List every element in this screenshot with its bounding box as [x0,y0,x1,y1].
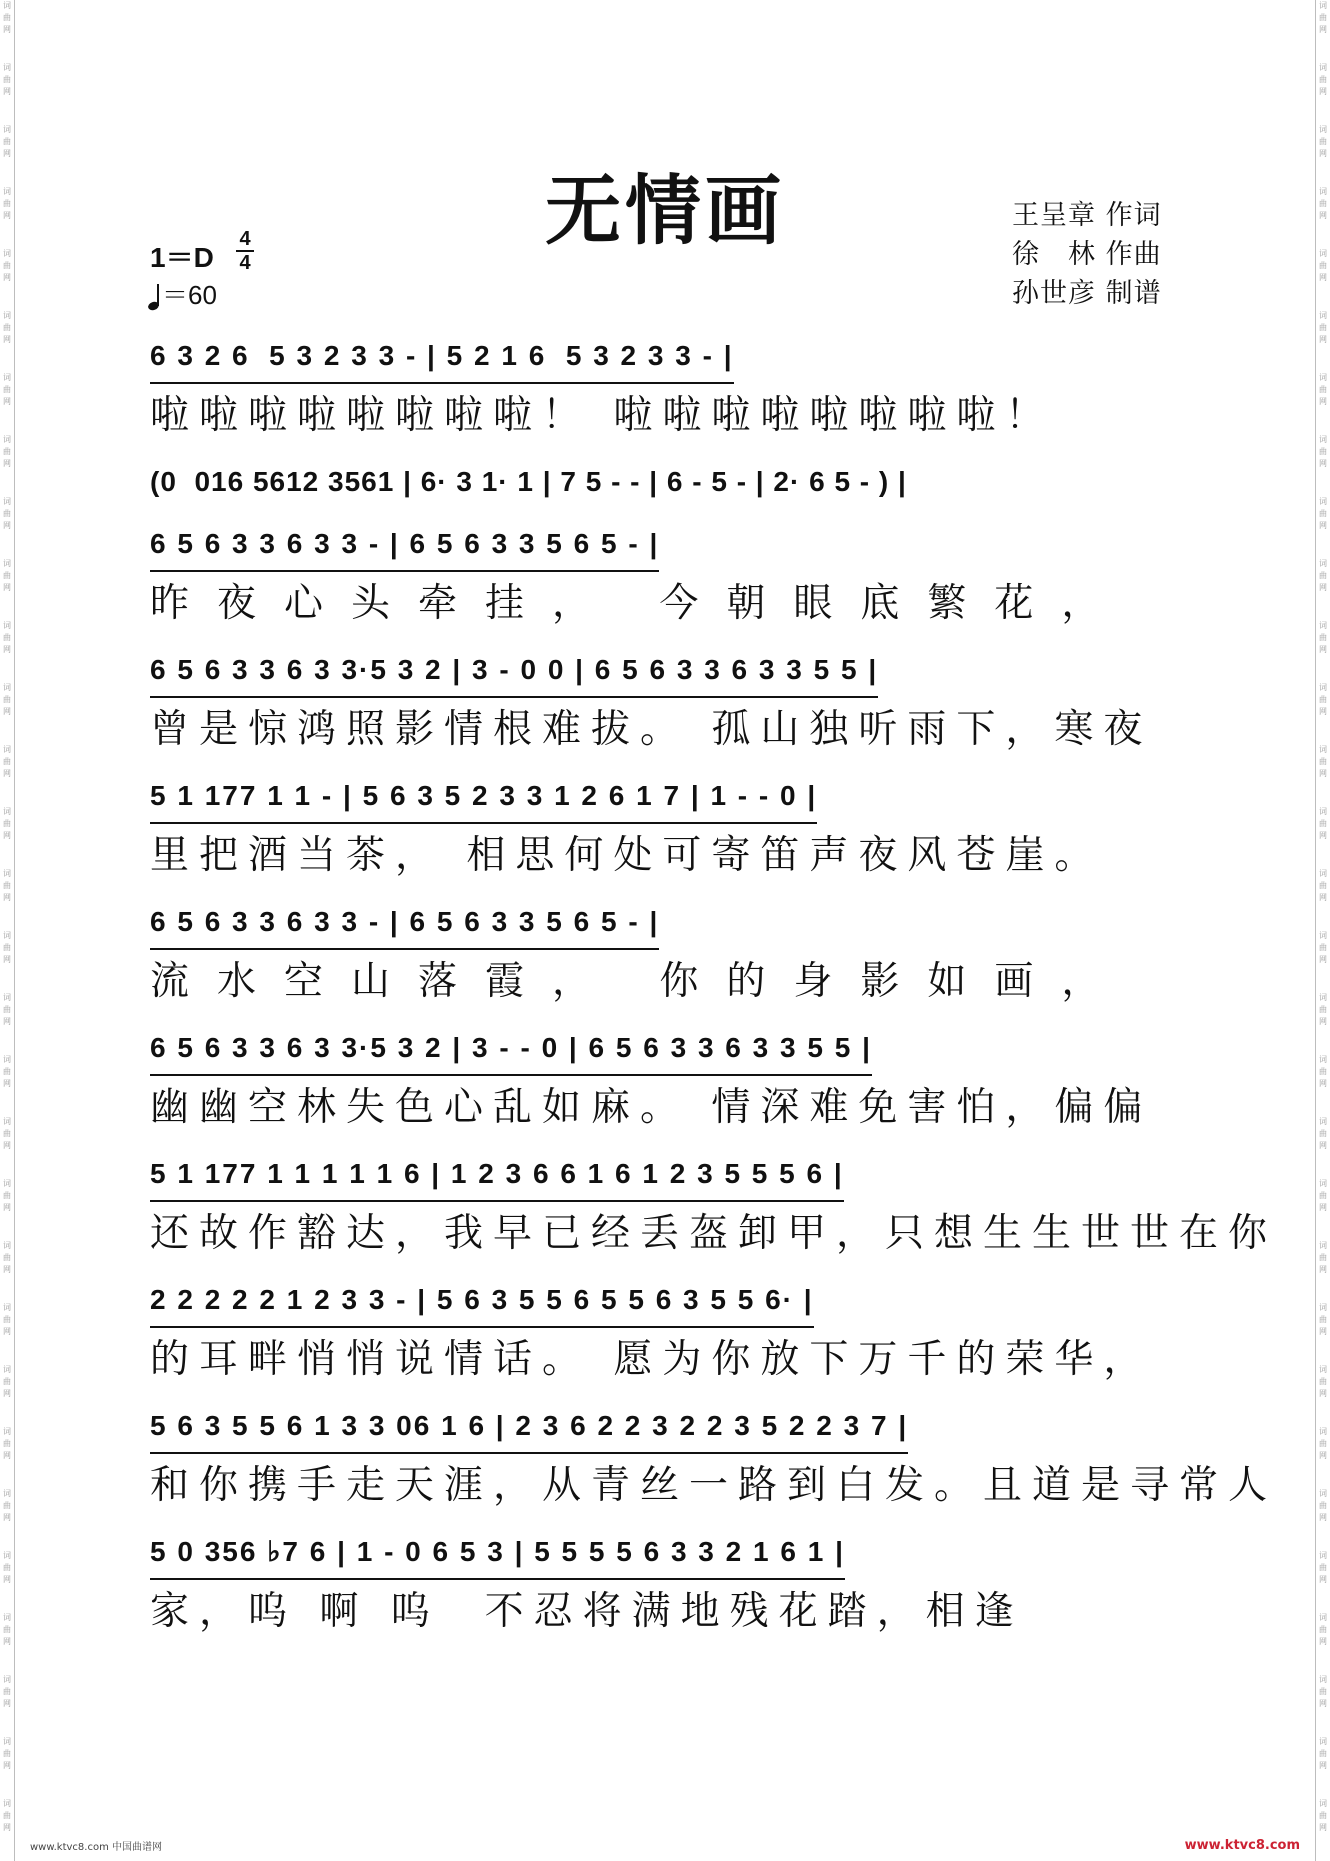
watermark-text: 词曲网 [1319,683,1327,716]
watermark-text: 词曲网 [3,683,11,716]
lyric-line: 家，呜 啊 呜 不忍将满地残花踏，相逢 [150,1589,1024,1634]
watermark-text: 词曲网 [1319,497,1327,530]
watermark-text: 词曲网 [3,1117,11,1150]
lyric-line: 的耳畔悄悄说情话。 愿为你放下万千的荣华， [150,1337,1153,1382]
watermark-text: 词曲网 [3,249,11,282]
watermark-text: 词曲网 [3,745,11,778]
watermark-text: 词曲网 [3,1303,11,1336]
watermark-text: 词曲网 [1319,869,1327,902]
lyric-line: 里把酒当茶， 相思何处可寄笛声夜风苍崖。 [150,833,1104,878]
watermark-text: 词曲网 [1319,187,1327,220]
notation-line: 6 5 6 3 3 6 3 3 - | 6 5 6 3 3 5 6 5 - | [150,896,659,950]
watermark-text: 词曲网 [3,1799,11,1832]
notation-line: 5 1 177 1 1 1 1 1 6 | 1 2 3 6 6 1 6 1 2 3 5 5 5 6 | [150,1148,844,1202]
watermark-text: 词曲网 [1319,1303,1327,1336]
watermark-text: 词曲网 [3,1427,11,1460]
watermark-text: 词曲网 [1319,63,1327,96]
meter-top: 4 [236,228,254,252]
watermark-text: 词曲网 [3,869,11,902]
watermark-text: 词曲网 [1319,1117,1327,1150]
watermark-text: 词曲网 [3,1675,11,1708]
notation-line: (0 016 5612 3561 | 6· 3 1· 1 | 7 5 - - | 6 - 5 - | 2· 6 5 - ) | [150,466,907,497]
watermark-text: 词曲网 [3,63,11,96]
watermark-text: 词曲网 [3,993,11,1026]
left-watermark-strip [0,0,15,1861]
watermark-text: 词曲网 [1319,1055,1327,1088]
notation-line: 6 5 6 3 3 6 3 3·5 3 2 | 3 - - 0 | 6 5 6 3 3 6 3 3 5 5 | [150,1022,872,1076]
watermark-text: 词曲网 [1319,1613,1327,1646]
watermark-text: 词曲网 [1319,1241,1327,1274]
watermark-text: 词曲网 [3,559,11,592]
watermark-text: 词曲网 [1319,1675,1327,1708]
tempo-value: ＝60 [162,280,217,310]
lyric-line: 还故作豁达，我早已经丢盔卸甲，只想生生世世在你 [150,1211,1278,1256]
lyric-line: 曾是惊鸿照影情根难拔。 孤山独听雨下，寒夜 [150,707,1153,752]
watermark-text: 词曲网 [3,1055,11,1088]
meter-bottom: 4 [239,252,251,274]
watermark-text: 词曲网 [3,1737,11,1770]
time-signature [236,228,254,274]
notation-line: 5 1 177 1 1 - | 5 6 3 5 2 3 3 1 2 6 1 7 | 1 - - 0 | [150,770,817,824]
watermark-text: 词曲网 [3,931,11,964]
lyric-line: 昨夜心头牵挂， 今朝眼底繁花， [150,581,1129,626]
song-title: 无情画 [545,166,785,255]
watermark-text: 词曲网 [3,311,11,344]
score-body [150,330,1278,1652]
watermark-text: 词曲网 [1319,373,1327,406]
footer-site-logo: www.ktvc8.com [1184,1838,1300,1853]
watermark-text: 词曲网 [1319,807,1327,840]
watermark-text: 词曲网 [1319,1427,1327,1460]
lyric-line: 流水空山落霞， 你的身影如画， [150,959,1129,1004]
watermark-text: 词曲网 [3,1551,11,1584]
watermark-text: 词曲网 [1319,1551,1327,1584]
notation-line: 6 3 2 6 5 3 2 3 3 - | 5 2 1 6 5 3 2 3 3 - | [150,330,734,384]
lyricist-credit: 王呈章 作词 [1012,200,1162,231]
watermark-text: 词曲网 [1319,249,1327,282]
notation-line: 6 5 6 3 3 6 3 3·5 3 2 | 3 - 0 0 | 6 5 6 3 3 6 3 3 5 5 | [150,644,878,698]
watermark-text: 词曲网 [3,1613,11,1646]
watermark-text: 词曲网 [3,435,11,468]
transcriber-credit: 孙世彦 制谱 [1012,278,1162,309]
watermark-text: 词曲网 [1319,1365,1327,1398]
quarter-note-icon [148,286,162,312]
notation-line: 6 5 6 3 3 6 3 3 - | 6 5 6 3 3 5 6 5 - | [150,518,659,572]
footer-site-text: www.ktvc8.com 中国曲谱网 [30,1842,163,1853]
watermark-text: 词曲网 [1319,311,1327,344]
watermark-text: 词曲网 [1319,1179,1327,1212]
composer-credit: 徐 林 作曲 [1012,239,1162,270]
watermark-text: 词曲网 [1319,435,1327,468]
watermark-text: 词曲网 [3,621,11,654]
watermark-text: 词曲网 [3,497,11,530]
credits-block [1012,196,1162,313]
watermark-text: 词曲网 [1319,559,1327,592]
tempo-marking [148,275,217,312]
watermark-text: 词曲网 [3,125,11,158]
watermark-text: 词曲网 [1319,1737,1327,1770]
watermark-text: 词曲网 [3,807,11,840]
key-signature: 1＝D [150,242,214,273]
lyric-line: 啦啦啦啦啦啦啦啦！ 啦啦啦啦啦啦啦啦！ [150,393,1055,438]
watermark-text: 词曲网 [3,1489,11,1522]
notation-line: 2 2 2 2 2 1 2 3 3 - | 5 6 3 5 5 6 5 5 6 3 5 5 6· | [150,1274,814,1328]
watermark-text: 词曲网 [1319,745,1327,778]
watermark-text: 词曲网 [1319,1799,1327,1832]
lyric-line: 和你携手走天涯，从青丝一路到白发。且道是寻常人 [150,1463,1278,1508]
notation-line: 5 0 356 ♭7 6 | 1 - 0 6 5 3 | 5 5 5 5 6 3 3 2 1 6 1 | [150,1526,845,1580]
watermark-text: 词曲网 [1319,1489,1327,1522]
watermark-text: 词曲网 [1319,931,1327,964]
watermark-text: 词曲网 [3,1,11,34]
lyric-line [150,508,1190,518]
watermark-text: 词曲网 [1319,993,1327,1026]
watermark-text: 词曲网 [3,1179,11,1212]
notation-line: 5 6 3 5 5 6 1 3 3 06 1 6 | 2 3 6 2 2 3 2 2 3 5 2 2 3 7 | [150,1400,908,1454]
watermark-text: 词曲网 [3,1365,11,1398]
watermark-text: 词曲网 [3,373,11,406]
watermark-text: 词曲网 [3,1241,11,1274]
lyric-line: 幽幽空林失色心乱如麻。 情深难免害怕，偏偏 [150,1085,1153,1130]
watermark-text: 词曲网 [1319,621,1327,654]
right-watermark-strip [1315,0,1330,1861]
watermark-text: 词曲网 [3,187,11,220]
watermark-text: 词曲网 [1319,1,1327,34]
watermark-text: 词曲网 [1319,125,1327,158]
